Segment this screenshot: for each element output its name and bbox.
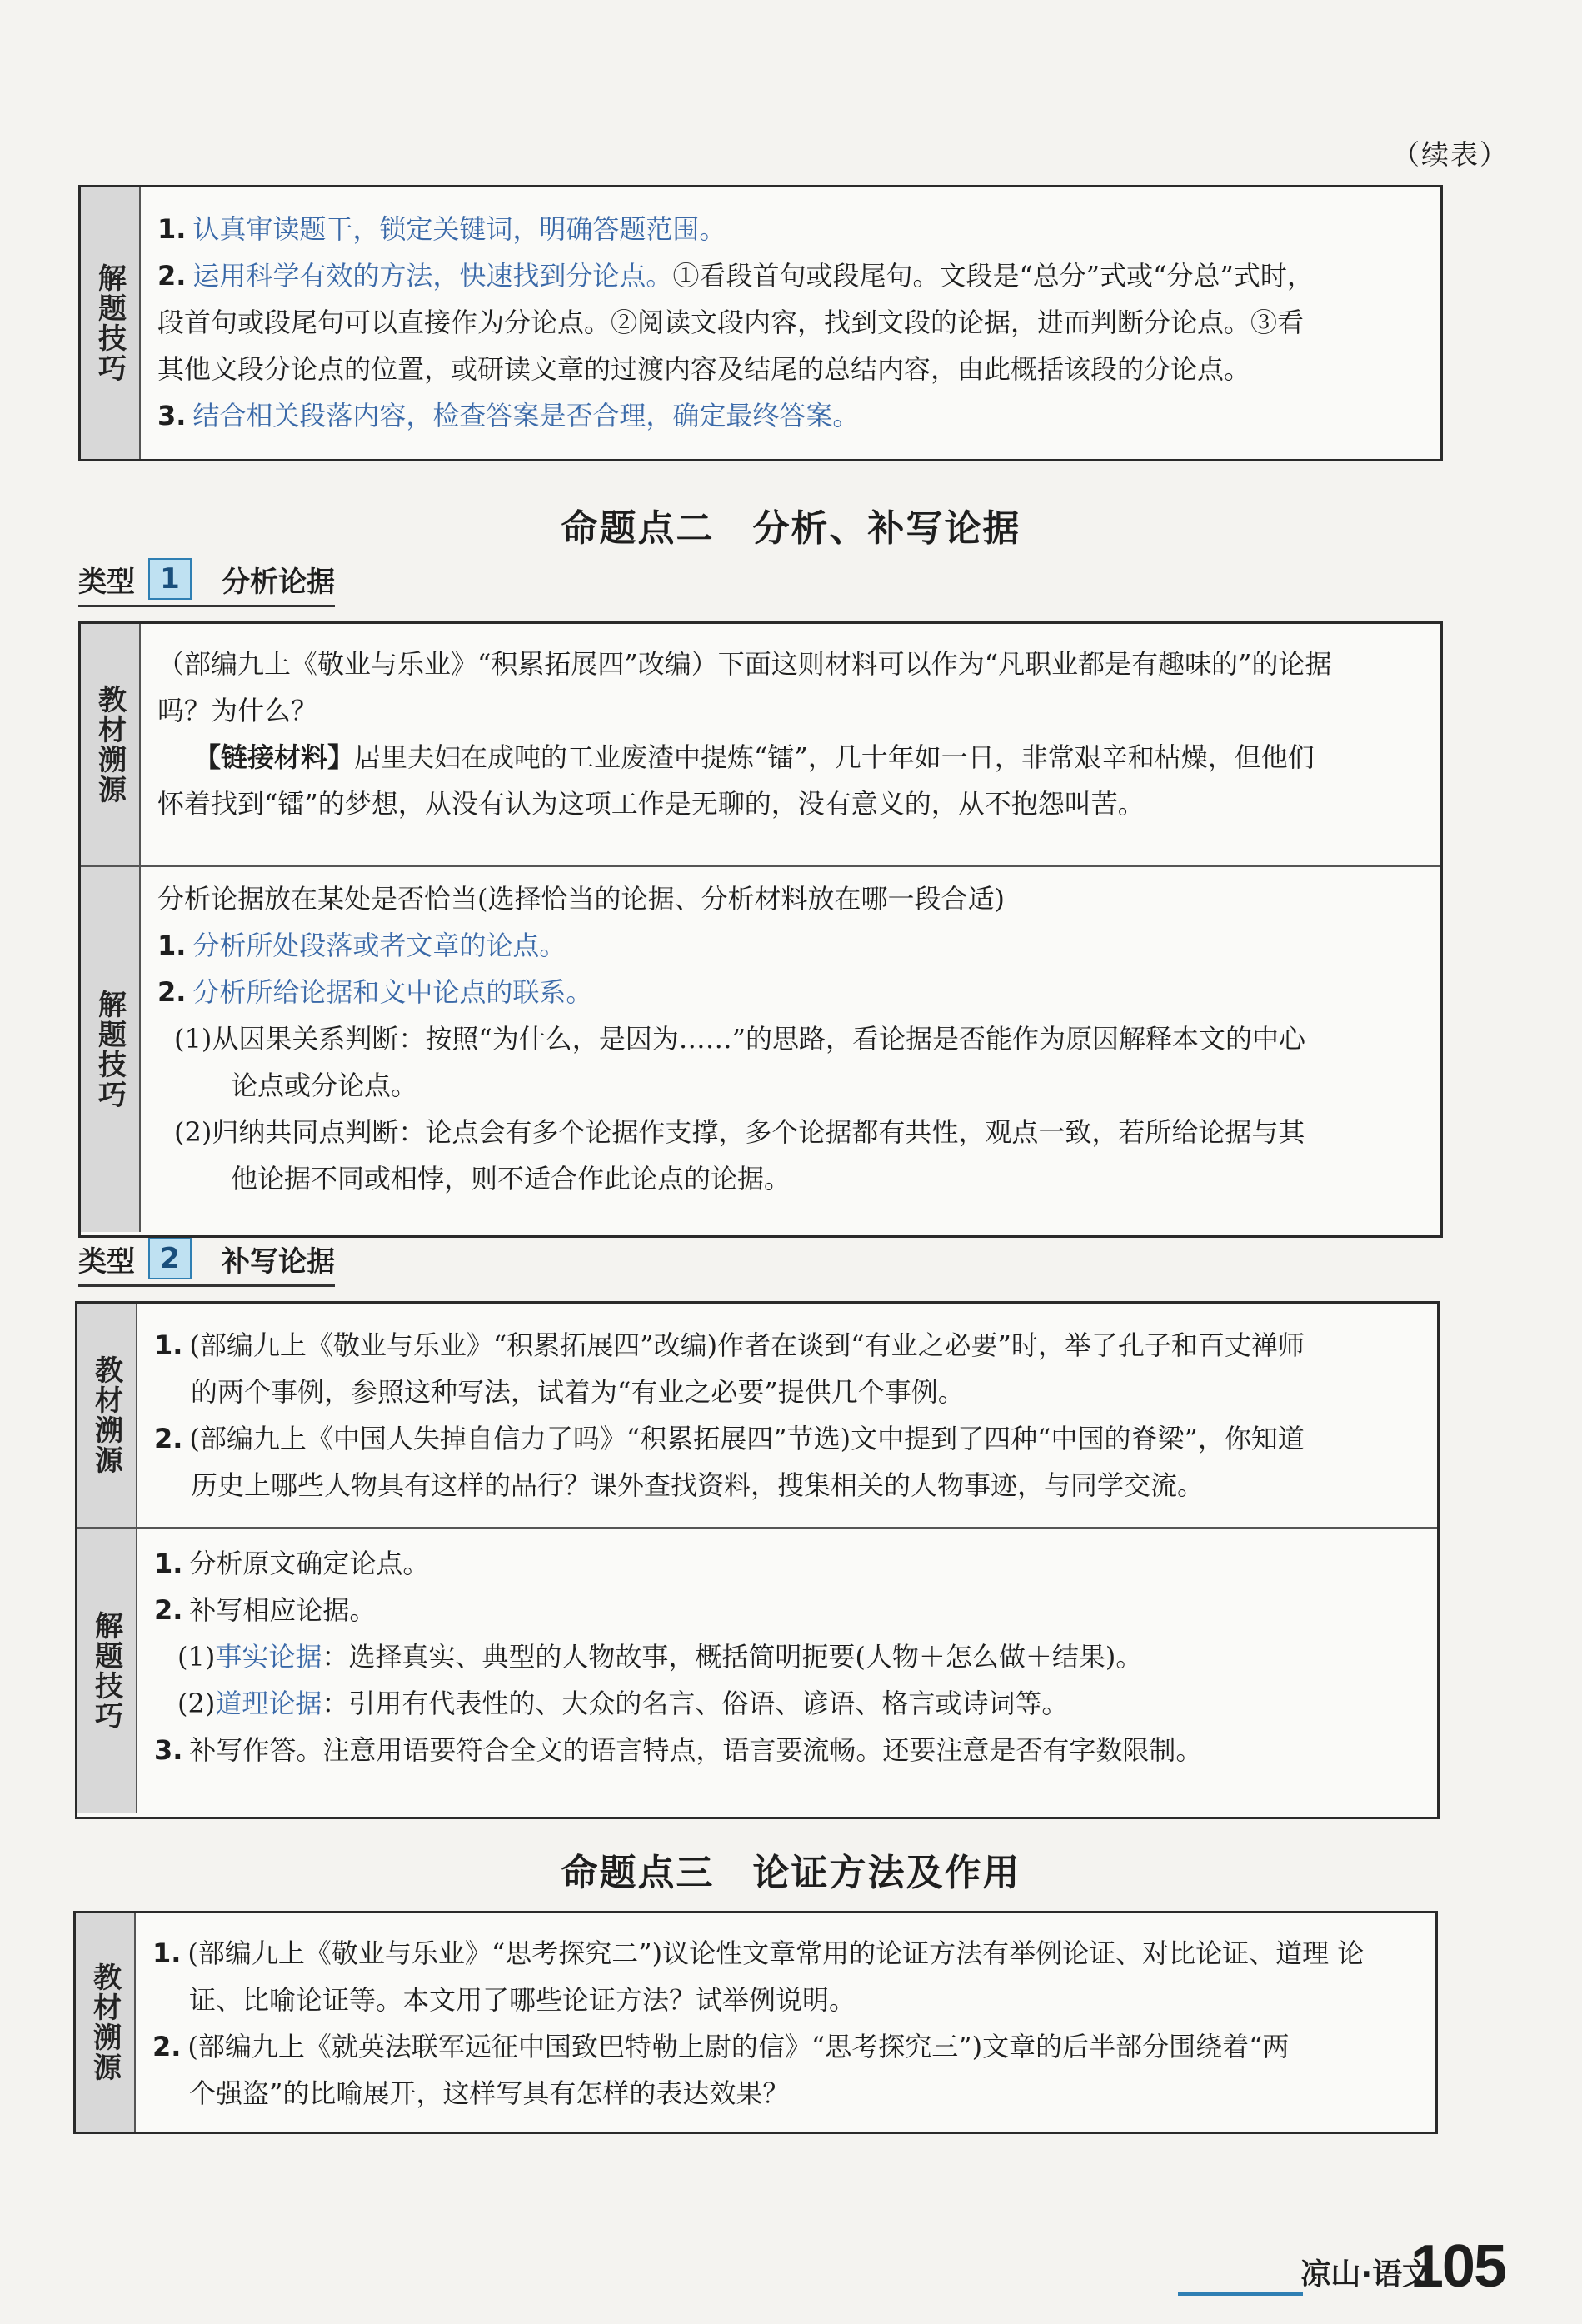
skill-item-2-reason: (2)道理论据：引用有代表性的、大众的名言、俗语、谚语、格言或诗词等。: [177, 1688, 1069, 1719]
analysis-panel: [78, 621, 1443, 1238]
section-title-2: 命题点二 分析、补写论据: [561, 507, 1021, 550]
skill-item-3: 3. 结合相关段落内容，检查答案是否合理，确定最终答案。: [157, 400, 860, 431]
skill-point-1-cont: 论点或分论点。: [231, 1070, 418, 1101]
footer-underline: [1178, 2292, 1303, 2296]
page-number: 105: [1410, 2233, 1505, 2300]
skill-item-2-cont: 段首句或段尾句可以直接作为分论点。②阅读文段内容，找到文段的论据，进而判断分论点。③看: [157, 307, 1305, 338]
type-heading-2: 类型 2 补写论据: [78, 1238, 335, 1287]
source-label: 教材溯源: [76, 1913, 136, 2132]
skill-point-2-cont: 他论据不同或相悖，则不适合作此论点的论据。: [231, 1163, 791, 1194]
type-heading-1: 类型 1 分析论据: [78, 558, 335, 607]
skill-item-1: 1. 认真审读题干，锁定关键词，明确答题范围。: [157, 213, 726, 245]
continued-note: （续表）: [1392, 138, 1509, 171]
skills-panel-1: [78, 185, 1443, 461]
skill-item-2-fact: (1)事实论据：选择真实、典型的人物故事，概括简明扼要(人物＋怎么做＋结果)。: [177, 1641, 1143, 1673]
source-text-2: 吗？为什么？: [157, 695, 318, 726]
source-label: 教材溯源: [77, 1304, 137, 1527]
skill-item-2: 2. 运用科学有效的方法，快速找到分论点。①看段首句或段尾句。文段是“总分”式或“分总”式时，: [157, 260, 1314, 292]
skill-item-3: 3. 补写作答。注意用语要符合全文的语言特点，语言要流畅。还要注意是否有字数限制。: [154, 1734, 1203, 1766]
skill-item-1: 1. 分析所处段落或者文章的论点。: [157, 930, 566, 961]
source-item-1-cont: 的两个事例，参照这种写法，试着为“有业之必要”提供几个事例。: [191, 1376, 965, 1408]
skill-item-1: 1. 分析原文确定论点。: [154, 1548, 430, 1579]
skills-intro: 分析论据放在某处是否恰当(选择恰当的论据、分析材料放在哪一段合适): [157, 883, 1005, 915]
source-item-2: 2. (部编九上《就英法联军远征中国致巴特勒上尉的信》“思考探究三”)文章的后半部分围绕着“两: [152, 2031, 1290, 2062]
footer-region: 凉山·语文: [1300, 2257, 1432, 2292]
link-material: 【链接材料】居里夫妇在成吨的工业废渣中提炼“镭”，几十年如一日，非常艰辛和枯燥，但他们: [194, 741, 1315, 773]
source-item-2-cont: 个强盗”的比喻展开，这样写具有怎样的表达效果？: [189, 2077, 790, 2109]
skill-item-2: 2. 分析所给论据和文中论点的联系。: [157, 976, 593, 1008]
source-item-1: 1. (部编九上《敬业与乐业》“积累拓展四”改编)作者在谈到“有业之必要”时，举了孔子和百丈禅师: [154, 1329, 1305, 1361]
skill-item-2-cont2: 其他文段分论点的位置，或研读文章的过渡内容及结尾的总结内容，由此概括该段的分论点。: [157, 353, 1251, 385]
source-text-1: （部编九上《敬业与乐业》“积累拓展四”改编）下面这则材料可以作为“凡职业都是有趣味的”的论据: [157, 648, 1332, 680]
skills-label: 解题技巧: [81, 867, 141, 1232]
source-label: 教材溯源: [81, 624, 141, 865]
skill-point-2: (2)归纳共同点判断：论点会有多个论据作支撑，多个论据都有共性，观点一致，若所给论据与其: [174, 1116, 1305, 1148]
source-item-2: 2. (部编九上《中国人失掉自信力了吗》“积累拓展四”节选)文中提到了四种“中国的脊梁”，你知道: [154, 1423, 1305, 1454]
source-item-2-cont: 历史上哪些人物具有这样的品行？课外查找资料，搜集相关的人物事迹，与同学交流。: [191, 1469, 1205, 1501]
section-title-3: 命题点三 论证方法及作用: [561, 1852, 1021, 1894]
skill-item-2: 2. 补写相应论据。: [154, 1594, 377, 1626]
argument-methods-panel: [73, 1911, 1438, 2134]
skill-point-1: (1)从因果关系判断：按照“为什么，是因为……”的思路，看论据是否能作为原因解释本文的中心: [174, 1023, 1306, 1055]
source-item-1: 1. (部编九上《敬业与乐业》“思考探究二”)议论性文章常用的论证方法有举例论证、对比论证、道理 论: [152, 1937, 1365, 1969]
skills-label: 解题技巧: [77, 1529, 137, 1813]
supplement-panel: [75, 1301, 1440, 1819]
skills-label: 解题技巧: [81, 187, 141, 459]
source-item-1-cont: 证、比喻论证等。本文用了哪些论证方法？试举例说明。: [189, 1984, 856, 2016]
link-material-cont: 怀着找到“镭”的梦想，从没有认为这项工作是无聊的，没有意义的，从不抱怨叫苦。: [157, 788, 1145, 820]
